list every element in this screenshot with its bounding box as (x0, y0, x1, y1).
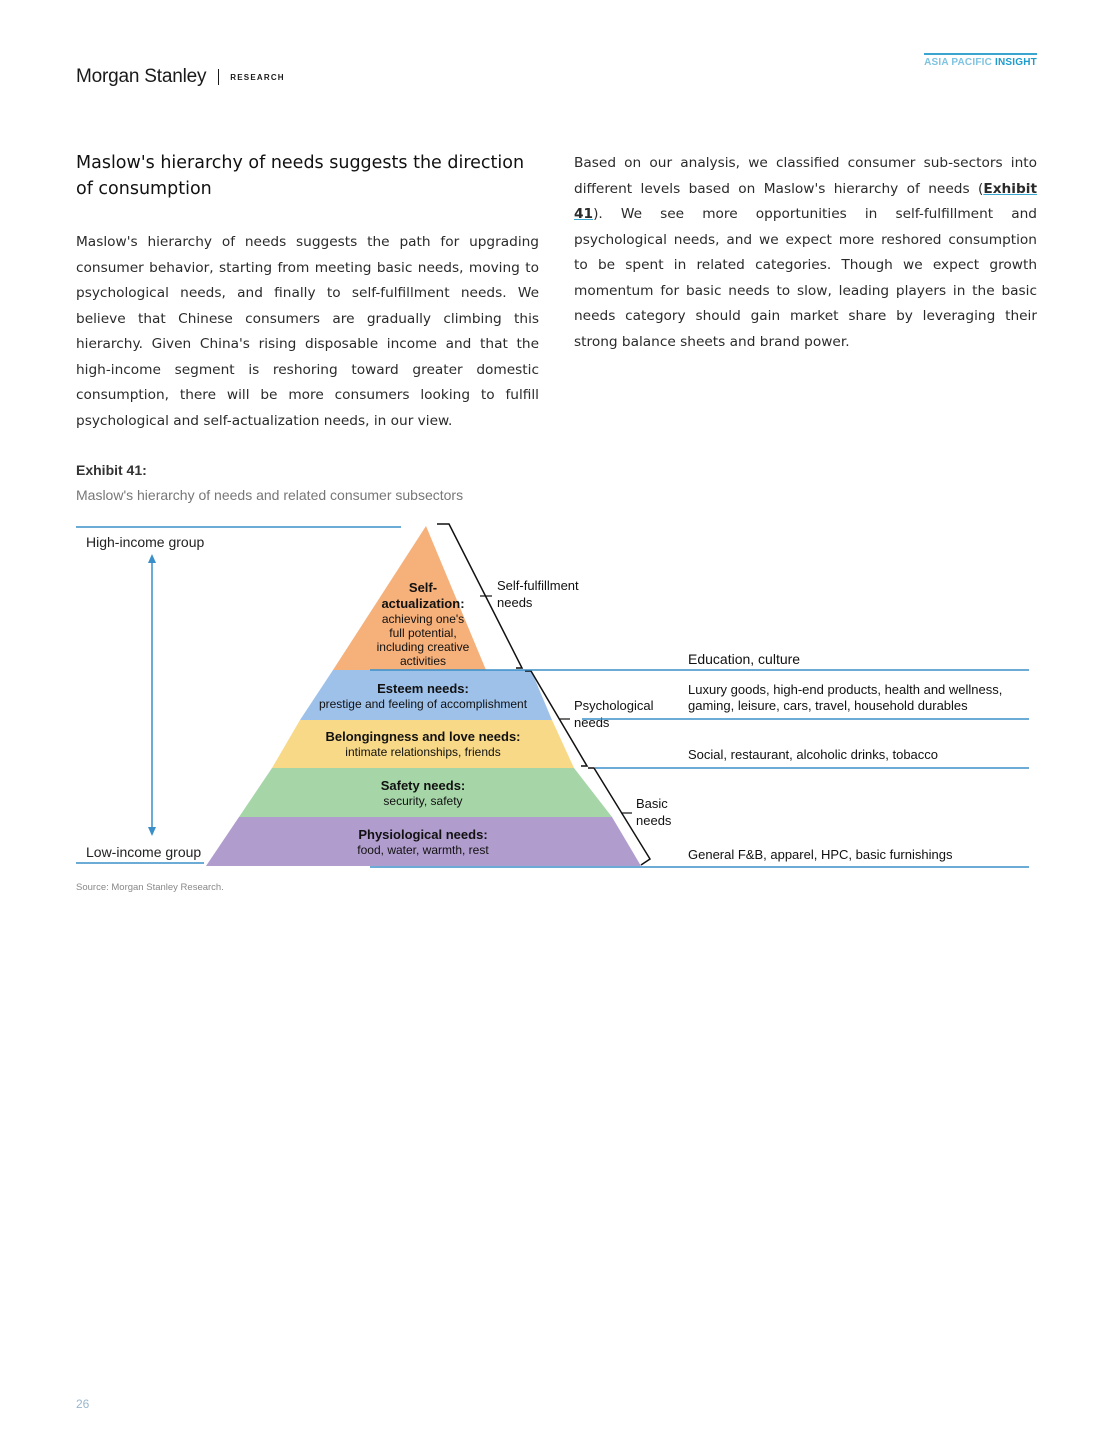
esteem-desc: prestige and feeling of accomplishment (318, 697, 528, 711)
page-number: 26 (76, 1397, 90, 1411)
basic-label-2: needs (636, 813, 672, 828)
safety-title: Safety needs: (380, 778, 466, 793)
esteem-title: Esteem needs: (377, 681, 469, 696)
right-paragraph-end: ). We see more opportunities in self-fulfillment and psychological needs, and we expect more reshored consumption to be spent in related categories. Though we expect growth momentum for basic needs to slow, leading players in the basic needs category should gain market share by leveraging their strong balance sheets and brand power. (574, 206, 1037, 350)
low-income-label: Low-income group (86, 844, 202, 860)
exhibit-label: Exhibit 41: (76, 462, 147, 478)
belongingness-title: Belongingness and love needs: (325, 729, 521, 744)
income-axis-arrow-down (148, 827, 156, 836)
psychological-label-2: needs (574, 715, 610, 730)
basic-label-1: Basic (636, 796, 668, 811)
safety-desc: security, safety (383, 794, 463, 808)
self-desc-2: full potential, (389, 626, 457, 640)
left-paragraph: Maslow's hierarchy of needs suggests the path for upgrading consumer behavior, starting from meeting basic needs, moving to psychological needs, and finally to self-fulfillment needs. We believe that Chinese consumers are gradually climbing this hierarchy. Given China's rising disposable income and that the high-income segment is reshoring toward greater domestic consumption, there will be more consumers looking to fulfill psychological and self-actualization needs, in our view. (76, 234, 539, 429)
maslow-pyramid-diagram (76, 512, 1036, 872)
self-fulfillment-label-2: needs (497, 595, 533, 610)
self-desc-1: achieving one's (381, 612, 465, 626)
pyramid-svg (76, 512, 1036, 872)
self-fulfillment-label-1: Self-fulfillment (497, 578, 579, 593)
right-paragraph (574, 151, 1037, 355)
income-axis-arrow-up (148, 554, 156, 563)
series-label (924, 53, 1037, 68)
exhibit-41-link[interactable]: Exhibit 41 (574, 180, 1037, 222)
exhibit-title: Maslow's hierarchy of needs and related consumer subsectors (76, 487, 464, 503)
right-column (574, 150, 1037, 355)
source-note: Source: Morgan Stanley Research. (76, 882, 224, 893)
brand-logo: Morgan Stanley (76, 66, 207, 87)
self-title-2: actualization: (381, 596, 465, 611)
subsector-esteem-1: Luxury goods, high-end products, health and wellness, (688, 682, 1003, 697)
high-income-label: High-income group (86, 534, 205, 550)
header-brand (76, 66, 285, 88)
physiological-title: Physiological needs: (358, 827, 488, 842)
subsector-belongingness: Social, restaurant, alcoholic drinks, tobacco (688, 747, 939, 762)
self-title-1: Self- (408, 580, 438, 595)
belongingness-desc: intimate relationships, friends (345, 745, 501, 759)
band-belongingness (272, 720, 574, 768)
series-name: INSIGHT (995, 57, 1037, 68)
psychological-label-1: Psychological (574, 698, 654, 713)
series-region: ASIA PACIFIC (924, 57, 993, 68)
right-paragraph-start: Based on our analysis, we classified consumer sub-sectors into different levels based on Maslow's hierarchy of needs ( (574, 155, 1037, 197)
self-desc-4: activities (399, 654, 447, 668)
left-column (76, 150, 539, 434)
section-label: RESEARCH (230, 72, 285, 82)
physiological-desc: food, water, warmth, rest (357, 843, 489, 857)
subsector-esteem-2: gaming, leisure, cars, travel, household durables (688, 698, 968, 713)
subsector-self: Education, culture (688, 651, 801, 667)
brand-divider (218, 69, 219, 85)
self-desc-3: including creative (376, 640, 470, 654)
subsector-basic: General F&B, apparel, HPC, basic furnishings (688, 847, 953, 862)
section-heading: Maslow's hierarchy of needs suggests the direction of consumption (76, 153, 525, 199)
